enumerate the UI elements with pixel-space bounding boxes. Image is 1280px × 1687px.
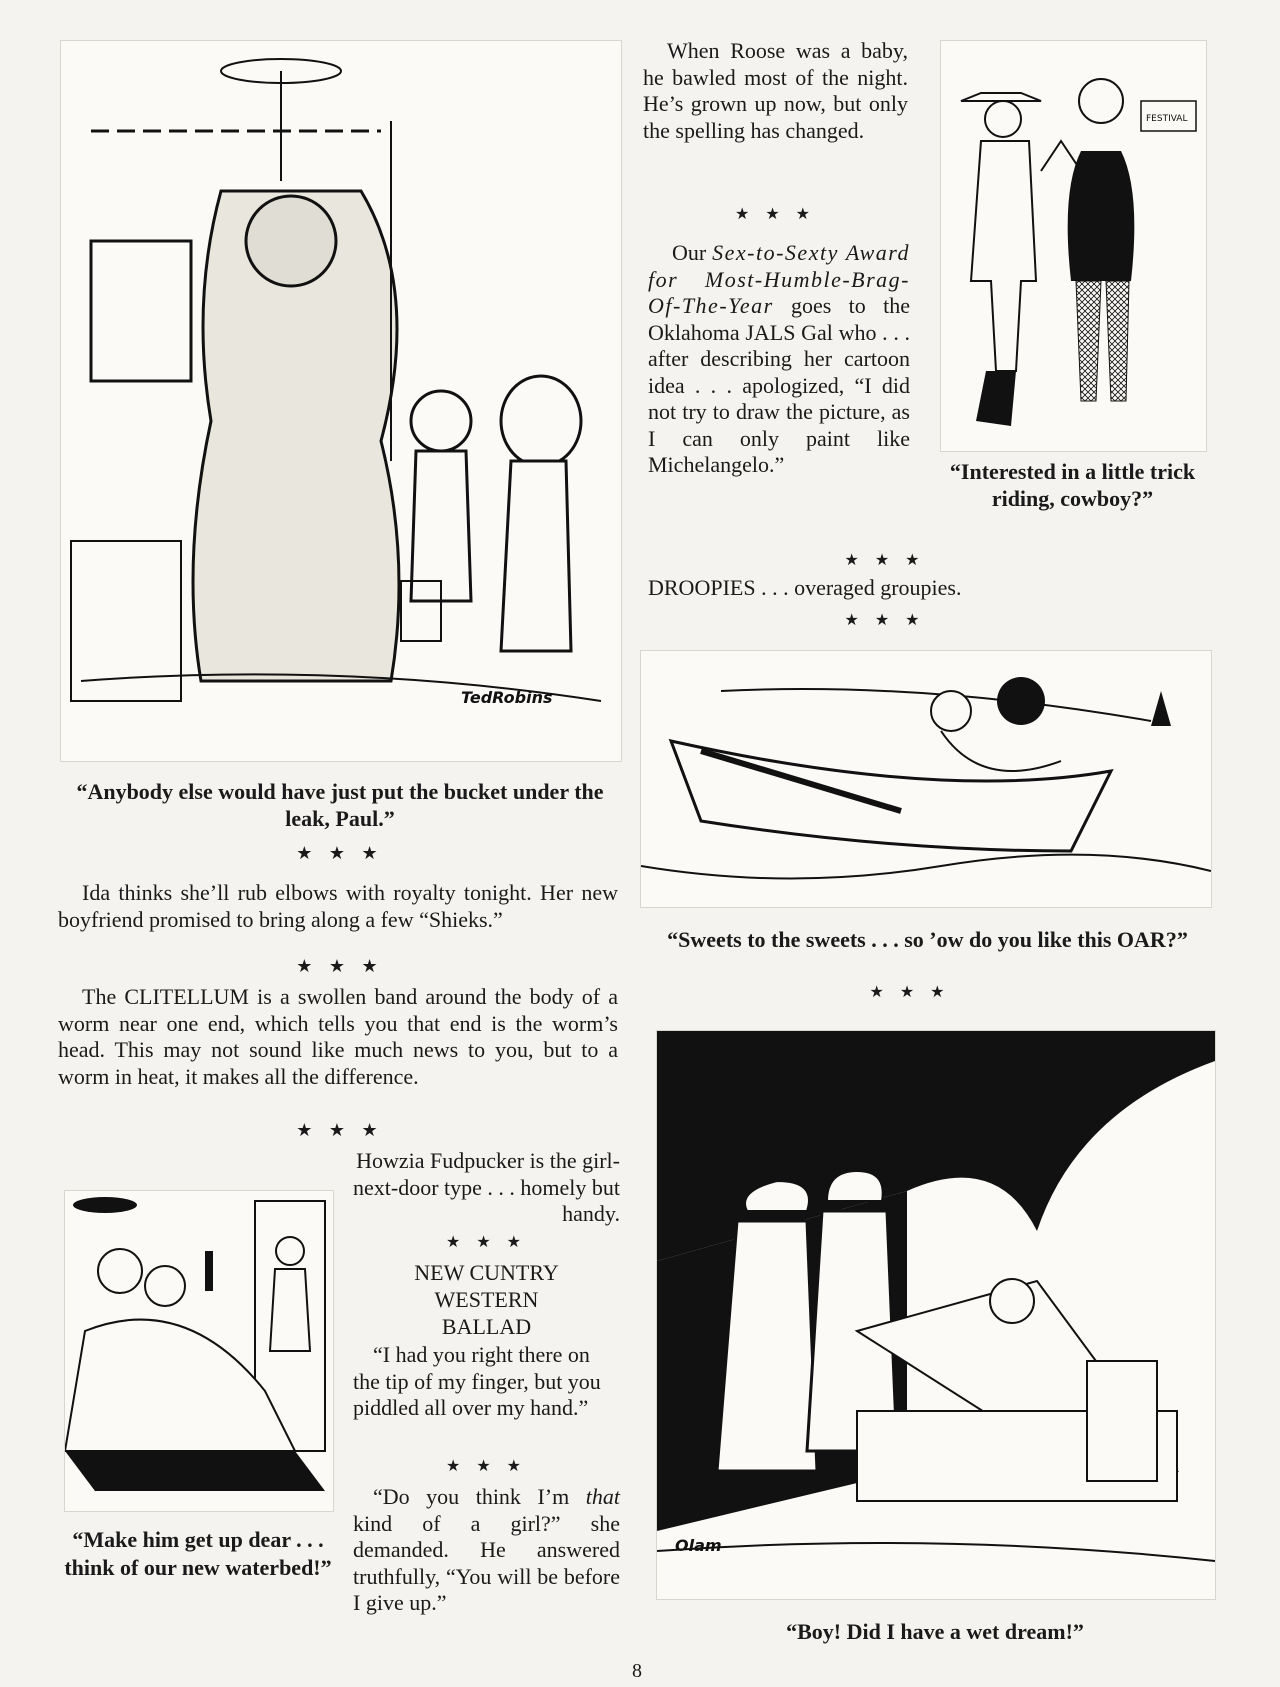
firemen-caption: “Boy! Did I have a wet dream!” [786,1619,1084,1644]
bedroom-illustration [65,1191,333,1511]
bedroom-caption: “Make him get up dear . . . think of our new waterbed!” [64,1527,332,1580]
girl-text-before: “Do you think I’m [373,1484,570,1509]
droopies-line: DROOPIES . . . overaged groupies. [648,575,962,600]
award-paragraph [648,240,910,479]
separator-stars: ★ ★ ★ [844,552,926,569]
firemen-illustration [657,1031,1215,1599]
statue-illustration [61,41,621,761]
ballad-title-line-2: WESTERN [434,1287,539,1312]
statue-signature: TedRobins [461,688,553,707]
award-title: Sex-to-Sexty Award for Most-Humble-Brag-Of-The-Year [648,240,911,318]
separator-stars: ★ ★ ★ [445,1458,528,1475]
page-number: 8 [632,1660,642,1682]
clitellum-paragraph: The CLITELLUM is a swollen band around the body of a worm near one end, which tells you that end is the worm’s head. This may not sound like much news to you, but to a worm in heat, it makes all the difference. [58,984,618,1089]
ballad-text: “I had you right there on the tip of my finger, but you piddled all over my hand.” [353,1342,601,1420]
girl-text-after: kind of a girl?” she demanded. He answered truthfully, “You will be before I give up.” [353,1510,620,1615]
separator-stars: ★ ★ ★ [734,206,817,223]
boat-illustration [641,651,1211,907]
ballad-title-line-3: BALLAD [441,1314,532,1339]
award-prefix: Our [672,240,707,265]
bedroom-cartoon [64,1190,334,1512]
firemen-cartoon [656,1030,1216,1600]
statue-cartoon [60,40,622,762]
girl-text-emphasis: that [585,1484,620,1509]
girl-paragraph [353,1484,620,1617]
cowboy-cartoon [940,40,1207,452]
award-body: goes to the Oklahoma JALS Gal who . . . after describing her cartoon idea . . . apologized, “I did not try to draw the picture, as I can only paint like Michelangelo.” [648,293,910,477]
firemen-signature: Olam [675,1536,722,1555]
cowboy-caption: “Interested in a little trick riding, cowboy?” [949,459,1196,511]
statue-caption: “Anybody else would have just put the bucket under the leak, Paul.” [76,779,604,831]
cowboy-illustration [941,41,1206,451]
howzia-paragraph: Howzia Fudpucker is the girl-next-door type . . . homely but handy. [353,1148,621,1226]
separator-stars: ★ ★ ★ [296,1120,384,1140]
roose-paragraph: When Roose was a baby, he bawled most of the night. He’s grown up now, but only the spelling has changed. [643,38,908,143]
boat-cartoon [640,650,1212,908]
boat-caption: “Sweets to the sweets . . . so ’ow do you like this OAR?” [667,927,1188,952]
separator-stars: ★ ★ ★ [445,1234,528,1251]
festival-sign: FESTIVAL [1146,114,1188,124]
ida-paragraph: Ida thinks she’ll rub elbows with royalty tonight. Her new boyfriend promised to bring along a few “Shieks.” [58,880,618,932]
separator-stars: ★ ★ ★ [296,843,384,863]
separator-stars: ★ ★ ★ [296,956,384,976]
separator-stars: ★ ★ ★ [869,984,951,1001]
ballad-title-line-1: NEW CUNTRY [414,1260,559,1285]
separator-stars: ★ ★ ★ [844,612,926,629]
